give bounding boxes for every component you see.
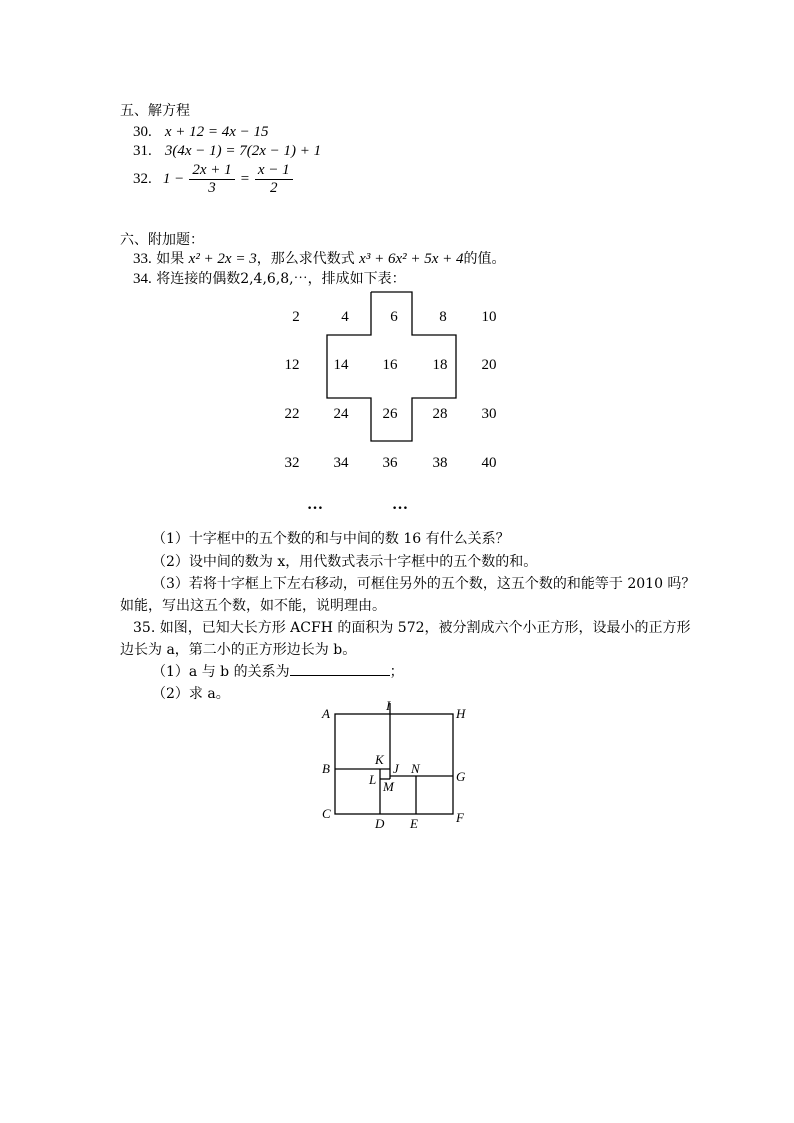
label-k: K: [375, 752, 384, 767]
q32-denominator-right: 2: [270, 180, 278, 196]
section5-heading: 五、解方程: [120, 103, 190, 119]
q34-part3: （3）若将十字框上下左右移动，可框住另外的五个数，这五个数的和能等于 2010 吗？: [152, 576, 696, 592]
q35-part1-text: （1）a 与 b 的关系为: [152, 664, 290, 680]
q33-condition: x² + 2x = 3: [188, 251, 257, 267]
label-e: E: [410, 816, 418, 831]
q32-lead: 1 −: [162, 171, 185, 187]
q35-line2: 边长为 a，第二小的正方形边长为 b。: [120, 642, 357, 658]
q32-numerator-right: x − 1: [255, 162, 293, 180]
table-cell: 38: [432, 455, 448, 471]
q31-number: 31.: [133, 143, 152, 159]
table-cell: 6: [390, 309, 398, 325]
label-j: J: [393, 761, 399, 776]
section6-heading: 六、附加题：: [120, 232, 204, 248]
q32-number: 32.: [133, 171, 152, 187]
q34-text: 将连接的偶数2,4,6,8,⋯，排成如下表：: [156, 271, 406, 287]
table-cell: 14: [333, 357, 349, 373]
table-cell: 32: [284, 455, 300, 471]
q33-text-c: 的值。: [463, 251, 506, 267]
q35-line1: 35. 如图，已知大长方形 ACFH 的面积为 572，被分割成六个小正方形，设最小的正方形: [133, 620, 691, 636]
label-d: D: [375, 816, 385, 831]
label-a: A: [322, 706, 330, 721]
table-cell: 22: [284, 406, 300, 422]
q35-part1-end: ；: [389, 664, 404, 680]
label-f: F: [456, 810, 464, 825]
table-cell: 30: [481, 406, 497, 422]
q33-number: 33.: [133, 251, 152, 267]
q30-number: 30.: [133, 124, 152, 140]
table-cell: 18: [432, 357, 448, 373]
label-l: L: [369, 772, 377, 787]
label-g: G: [456, 769, 466, 784]
continuation-dots: …: [392, 496, 408, 513]
continuation-dots: …: [307, 496, 323, 513]
table-cell: 40: [481, 455, 497, 471]
table-cell: 20: [481, 357, 497, 373]
q32-denominator-left: 3: [208, 180, 216, 196]
label-i: I: [386, 698, 391, 713]
q33-text-a: 如果: [156, 251, 185, 267]
table-cell: 2: [292, 309, 300, 325]
q32-equals: =: [239, 171, 250, 187]
label-c: C: [322, 806, 331, 821]
table-cell: 34: [333, 455, 349, 471]
table-cell: 8: [439, 309, 447, 325]
q34-part3-continued: 如能，写出这五个数，如不能，说明理由。: [120, 598, 386, 614]
q31-equation: 3(4x − 1) = 7(2x − 1) + 1: [164, 143, 322, 159]
label-m: M: [383, 779, 394, 794]
q34-part1: （1）十字框中的五个数的和与中间的数 16 有什么关系？: [152, 531, 510, 547]
q33-text-b: ，那么求代数式: [256, 251, 355, 267]
q30-equation: x + 12 = 4x − 15: [164, 124, 269, 140]
table-cell: 12: [284, 357, 300, 373]
table-cell: 16: [382, 357, 398, 373]
table-cell: 26: [382, 406, 398, 422]
q32-numerator-left: 2x + 1: [189, 162, 234, 180]
q34-number: 34.: [133, 271, 152, 287]
table-cell: 28: [432, 406, 448, 422]
label-h: H: [456, 706, 466, 721]
label-b: B: [322, 761, 330, 776]
q34-part2: （2）设中间的数为 x，用代数式表示十字框中的五个数的和。: [152, 554, 538, 570]
table-cell: 4: [341, 309, 349, 325]
q35-part2: （2）求 a。: [152, 686, 230, 702]
q33-expression: x³ + 6x² + 5x + 4: [359, 251, 464, 267]
label-n: N: [411, 761, 420, 776]
table-cell: 10: [481, 309, 497, 325]
table-cell: 24: [333, 406, 349, 422]
table-cell: 36: [382, 455, 398, 471]
